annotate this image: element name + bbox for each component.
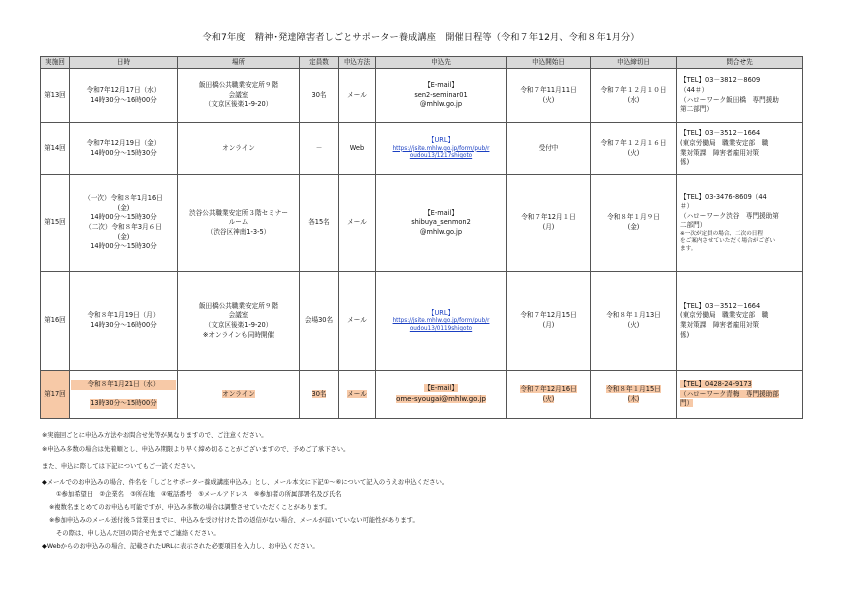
end-date-cell xyxy=(591,371,677,419)
header-place: 場所 xyxy=(178,57,300,69)
email-address[interactable]: @mhlw.go.jp xyxy=(419,227,463,236)
datetime-cell xyxy=(70,123,178,175)
datetime-line: 令和８年1月21日（水） xyxy=(71,380,176,390)
end-date: 令和７年１２月１６日 xyxy=(600,138,667,147)
header-session: 実施回 xyxy=(41,57,70,69)
table-row xyxy=(41,272,803,371)
table-row xyxy=(41,123,803,175)
datetime-line: 令和８年1月19日（月） xyxy=(87,311,160,320)
contact-line: 業対策課 障害者雇用対策 xyxy=(680,321,760,329)
method-cell: メール xyxy=(339,272,376,371)
contact-line: 【TEL】03－3812－8609 xyxy=(680,76,761,85)
contact-line: 【TEL】03－3512－1664 xyxy=(680,129,761,138)
datetime-line: 令和7年12月17日（水） xyxy=(86,85,161,94)
note-line: その際は、申し込んだ回の問合せ先までご連絡ください。 xyxy=(56,530,220,537)
end-date-cell xyxy=(591,123,677,175)
datetime-line: 14時30分～16時00分 xyxy=(90,95,157,104)
datetime-line: 令和7年12月19日（金） xyxy=(86,138,161,147)
note-line: ①参加希望日 ②企業名 ③所在地 ④電話番号 ⑤メールアドレス ⑥参加者の所属部署名及び氏名 xyxy=(56,491,342,498)
contact-cell xyxy=(677,371,803,419)
end-weekday: (水) xyxy=(627,95,640,104)
datetime-cell xyxy=(70,69,178,123)
datetime-line: （二次）令和８年3月６日 xyxy=(85,223,162,231)
apply-cell xyxy=(376,371,507,419)
end-weekday: (金) xyxy=(627,223,640,231)
datetime-line: 13時30分～15時00分 xyxy=(90,399,157,408)
contact-line: ＃） xyxy=(680,202,694,211)
datetime-line: 14時00分～15時30分 xyxy=(90,213,157,222)
end-date: 令和７年１２月１０日 xyxy=(600,85,667,94)
start-weekday: (月) xyxy=(542,223,555,231)
start-date: 令和７年11月11日 xyxy=(520,85,577,94)
header-capacity: 定員数 xyxy=(300,57,339,69)
session-cell: 第13回 xyxy=(41,69,70,123)
start-date-cell xyxy=(507,272,591,371)
apply-label: 【E-mail】 xyxy=(424,384,458,393)
note-line: ※実施回ごとに申込み方法やお問合せ先等が異なりますので、ご注意ください。 xyxy=(42,432,268,439)
datetime-line: (金) xyxy=(117,232,130,241)
application-url-link[interactable]: oudou13/1217shigoto xyxy=(409,153,473,160)
contact-line: （ハローワーク渋谷 専門援助第 xyxy=(680,211,779,220)
table-row xyxy=(41,371,803,419)
contact-note: をご案内させていただく場合がござい xyxy=(680,238,776,245)
application-url-link[interactable]: oudou13/0119shigoto xyxy=(409,325,473,332)
header-method: 申込方法 xyxy=(339,57,376,69)
place-cell xyxy=(178,123,300,175)
method-cell: メール xyxy=(339,175,376,272)
note-line: ※複数名まとめてのお申込も可能ですが、申込み多数の場合は調整させていただくことがあります。 xyxy=(49,504,331,511)
capacity-cell: － xyxy=(300,123,339,175)
capacity-cell: 会場30名 xyxy=(300,272,339,371)
session-cell: 第16回 xyxy=(41,272,70,371)
datetime-line: （一次）令和８年1月16日 xyxy=(84,194,163,203)
contact-line: （ハローワーク青梅 専門援助部 xyxy=(680,389,779,398)
note-line: ◆メールでのお申込みの場合、件名を「しごとサポーター養成講座申込み」とし、メール本文に下記①～⑥について記入のうえお申込ください。 xyxy=(42,479,449,486)
contact-line: 第二部門） xyxy=(680,105,713,114)
schedule-table xyxy=(40,56,803,419)
place-cell xyxy=(178,272,300,371)
method-cell xyxy=(339,371,376,419)
header-datetime: 日時 xyxy=(70,57,178,69)
start-weekday: (火) xyxy=(542,394,555,403)
note-line: ※申込み多数の場合は先着順とし、申込み期限より早く締め切ることがございますので、予めご了承下さい。 xyxy=(42,446,350,453)
session-cell: 第17回 xyxy=(41,371,70,419)
email-address[interactable]: sen2-seminar01 xyxy=(414,90,468,99)
method-cell: メール xyxy=(339,69,376,123)
end-date: 令和８年１月13日 xyxy=(606,311,661,320)
contact-line: 業対策課 障害者雇用対策 xyxy=(680,148,760,157)
datetime-cell xyxy=(70,371,178,419)
application-url-link[interactable]: https://jsite.mhlw.go.jp/form/pub/r xyxy=(392,145,490,152)
header-apply-to: 申込先 xyxy=(376,57,507,69)
end-date-cell xyxy=(591,175,677,272)
session-cell: 第15回 xyxy=(41,175,70,272)
header-start-date: 申込開始日 xyxy=(507,57,591,69)
table-header-row xyxy=(41,57,803,69)
datetime-cell xyxy=(70,175,178,272)
contact-line: 【TEL】0428-24-9173 xyxy=(680,380,752,389)
start-date-cell xyxy=(507,69,591,123)
email-address[interactable]: shibuya_senmon2 xyxy=(411,218,471,227)
table-row xyxy=(41,175,803,272)
contact-note: ※一次が定員の場合、二次の日程 xyxy=(680,230,763,237)
contact-line: (東京労働局 職業安定部 職 xyxy=(680,311,769,320)
email-address[interactable]: ome-syougai@mhlw.go.jp xyxy=(396,395,486,403)
start-date-cell xyxy=(507,123,591,175)
apply-cell xyxy=(376,69,507,123)
contact-line: 【TEL】03-3476-8609（44 xyxy=(680,192,767,201)
end-date-cell xyxy=(591,69,677,123)
end-date-cell xyxy=(591,272,677,371)
apply-cell xyxy=(376,175,507,272)
end-date: 令和８年１月15日 xyxy=(606,384,661,393)
session-cell: 第14回 xyxy=(41,123,70,175)
start-date-cell xyxy=(507,371,591,419)
contact-note: ます。 xyxy=(680,245,697,252)
capacity-cell xyxy=(300,371,339,419)
method-cell: Web xyxy=(339,123,376,175)
place-cell xyxy=(178,371,300,419)
capacity-value: 30名 xyxy=(311,389,327,398)
start-date: 受付中 xyxy=(538,143,559,152)
header-contact: 問合せ先 xyxy=(677,57,803,69)
url-label: 【URL】 xyxy=(427,308,455,317)
contact-cell xyxy=(677,69,803,123)
start-date-cell xyxy=(507,175,591,272)
contact-cell xyxy=(677,123,803,175)
start-date: 令和７年12月16日 xyxy=(520,384,577,393)
contact-line: 係) xyxy=(680,158,690,167)
contact-line: 【TEL】03－3512－1664 xyxy=(680,301,761,310)
contact-cell xyxy=(677,175,803,272)
start-date: 令和７年12月１日 xyxy=(521,213,576,222)
email-address[interactable]: @mhlw.go.jp xyxy=(419,100,463,109)
contact-line: (東京労働局 職業安定部 職 xyxy=(680,138,769,147)
capacity-cell: 30名 xyxy=(300,69,339,123)
end-weekday: (木) xyxy=(627,394,640,403)
end-weekday: (火) xyxy=(627,148,640,157)
datetime-cell xyxy=(70,272,178,371)
place-line: （文京区後楽1-9-20） xyxy=(204,100,273,109)
end-weekday: (火) xyxy=(627,321,640,329)
place-line: ルーム xyxy=(228,218,249,227)
contact-line: （44＃） xyxy=(680,85,709,94)
place-line: 飯田橋公共職業安定所９階 xyxy=(198,81,279,90)
page-title: 令和7年度 精神･発達障害者しごとサポーター養成講座 開催日程等（令和７年12月、令和８年1月分） xyxy=(202,32,640,43)
place-line: （渋谷区神南1-3-5） xyxy=(206,227,271,236)
datetime-line: (金) xyxy=(117,203,130,212)
datetime-line: 14時30分～16時00分 xyxy=(90,321,157,329)
place-line: オンライン xyxy=(222,389,255,398)
capacity-cell: 各15名 xyxy=(300,175,339,272)
place-line: 会議室 xyxy=(228,311,249,320)
place-line: ※オンラインも同時開催 xyxy=(202,330,275,339)
url-label: 【URL】 xyxy=(427,136,455,145)
table-row xyxy=(41,69,803,123)
start-date: 令和７年12月15日 xyxy=(520,311,577,320)
place-line: 渋谷公共職業安定所３階セミナー xyxy=(189,208,288,217)
apply-cell xyxy=(376,123,507,175)
datetime-line: 14時00分～15時30分 xyxy=(90,148,157,157)
datetime-line: 14時00分～15時30分 xyxy=(90,242,157,251)
apply-cell xyxy=(376,272,507,371)
place-line: （文京区後楽1-9-20） xyxy=(204,321,273,329)
start-weekday: (火) xyxy=(542,95,555,104)
apply-label: 【E-mail】 xyxy=(424,208,458,217)
contact-line: （ハローワーク飯田橋 専門援助 xyxy=(680,95,779,104)
place-cell xyxy=(178,69,300,123)
note-line: また、申込に際しては下記についてもご一読ください。 xyxy=(42,463,200,470)
place-line: 飯田橋公共職業安定所９階 xyxy=(198,301,279,310)
place-line: オンライン xyxy=(222,143,255,152)
method-value: メール xyxy=(347,389,367,398)
apply-label: 【E-mail】 xyxy=(424,81,458,90)
note-line: ◆Webからのお申込みの場合、記載されたURLに表示された必要項目を入力し、お申込ください。 xyxy=(42,543,319,550)
header-end-date: 申込締切日 xyxy=(591,57,677,69)
application-url-link[interactable]: https://jsite.mhlw.go.jp/form/pub/r xyxy=(392,318,490,325)
note-line: ※参加申込みのメール送付後５営業日までに、申込みを受け付けた旨の返信がない場合、メールが届いていない可能性があります。 xyxy=(49,517,419,524)
end-date: 令和８年１月９日 xyxy=(607,213,660,222)
start-weekday: (月) xyxy=(542,321,555,329)
contact-line: 門） xyxy=(680,399,694,408)
contact-cell xyxy=(677,272,803,371)
contact-line: 二部門） xyxy=(680,221,707,230)
place-cell xyxy=(178,175,300,272)
contact-line: 係) xyxy=(680,330,690,339)
place-line: 会議室 xyxy=(228,90,249,99)
